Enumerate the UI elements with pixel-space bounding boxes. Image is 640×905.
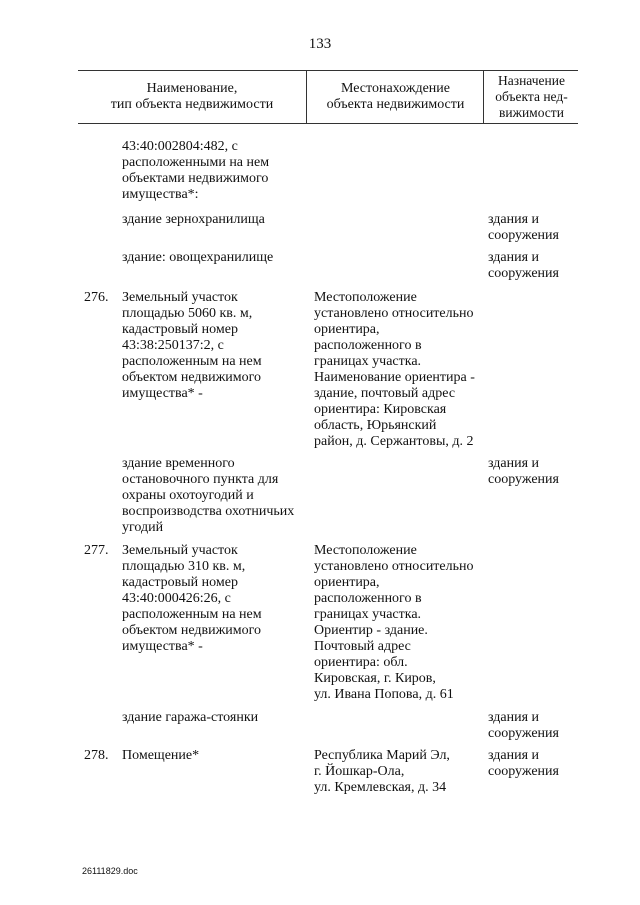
row-name: Земельный участок площадью 5060 кв. м, кадастровый номер 43:38:250137:2, с расположенным на нем объектом недвижимого имущества* - — [122, 290, 262, 401]
row-purpose: здания и сооружения — [488, 710, 559, 741]
row-purpose: здания и сооружения — [488, 456, 559, 487]
row-name: здание временного остановочного пункта для охраны охотоугодий и воспроизводства охотничьих угодий — [122, 456, 295, 535]
row-name: Помещение* — [122, 748, 200, 763]
row-number: 277. — [84, 543, 109, 558]
page-number: 133 — [308, 36, 332, 52]
table-header — [78, 70, 578, 124]
row-purpose: здания и сооружения — [488, 212, 559, 243]
row-location: Республика Марий Эл, г. Йошкар-Ола, ул. Кремлевская, д. 34 — [314, 748, 450, 795]
header-location-label: Местонахождение объекта недвижимости — [326, 81, 465, 112]
row-purpose: здания и сооружения — [488, 250, 559, 281]
row-name: здание гаража-стоянки — [122, 710, 259, 725]
row-purpose: здания и сооружения — [488, 748, 559, 779]
row-name: здание: овощехранилище — [122, 250, 274, 265]
header-location — [306, 71, 484, 123]
file-name-footer: 26111829.doc — [82, 866, 138, 876]
row-number: 276. — [84, 290, 109, 305]
row-location: Местоположение установлено относительно ориентира, расположенного в границах участка. Наименование ориентира - здание, почтовый адрес ориентира: Кировская область, Юрьянский район, д. Сержантовы, д. 2 — [314, 290, 475, 449]
row-name: здание зернохранилища — [122, 212, 265, 227]
header-name-type — [78, 71, 306, 123]
row-name: Земельный участок площадью 310 кв. м, кадастровый номер 43:40:000426:26, с расположенным на нем объектом недвижимого имущества* - — [122, 543, 262, 654]
header-name-type-label: Наименование, тип объекта недвижимости — [110, 81, 274, 112]
row-name: 43:40:002804:482, с расположенными на нем объектами недвижимого имущества*: — [122, 139, 270, 202]
header-purpose — [483, 71, 579, 123]
row-number: 278. — [84, 748, 109, 763]
row-location: Местоположение установлено относительно ориентира, расположенного в границах участка. Ориентир - здание. Почтовый адрес ориентира: обл. Кировская, г. Киров, ул. Ивана Попова, д. 61 — [314, 543, 474, 702]
header-purpose-label: Назначение объекта нед- вижимости — [495, 73, 568, 120]
